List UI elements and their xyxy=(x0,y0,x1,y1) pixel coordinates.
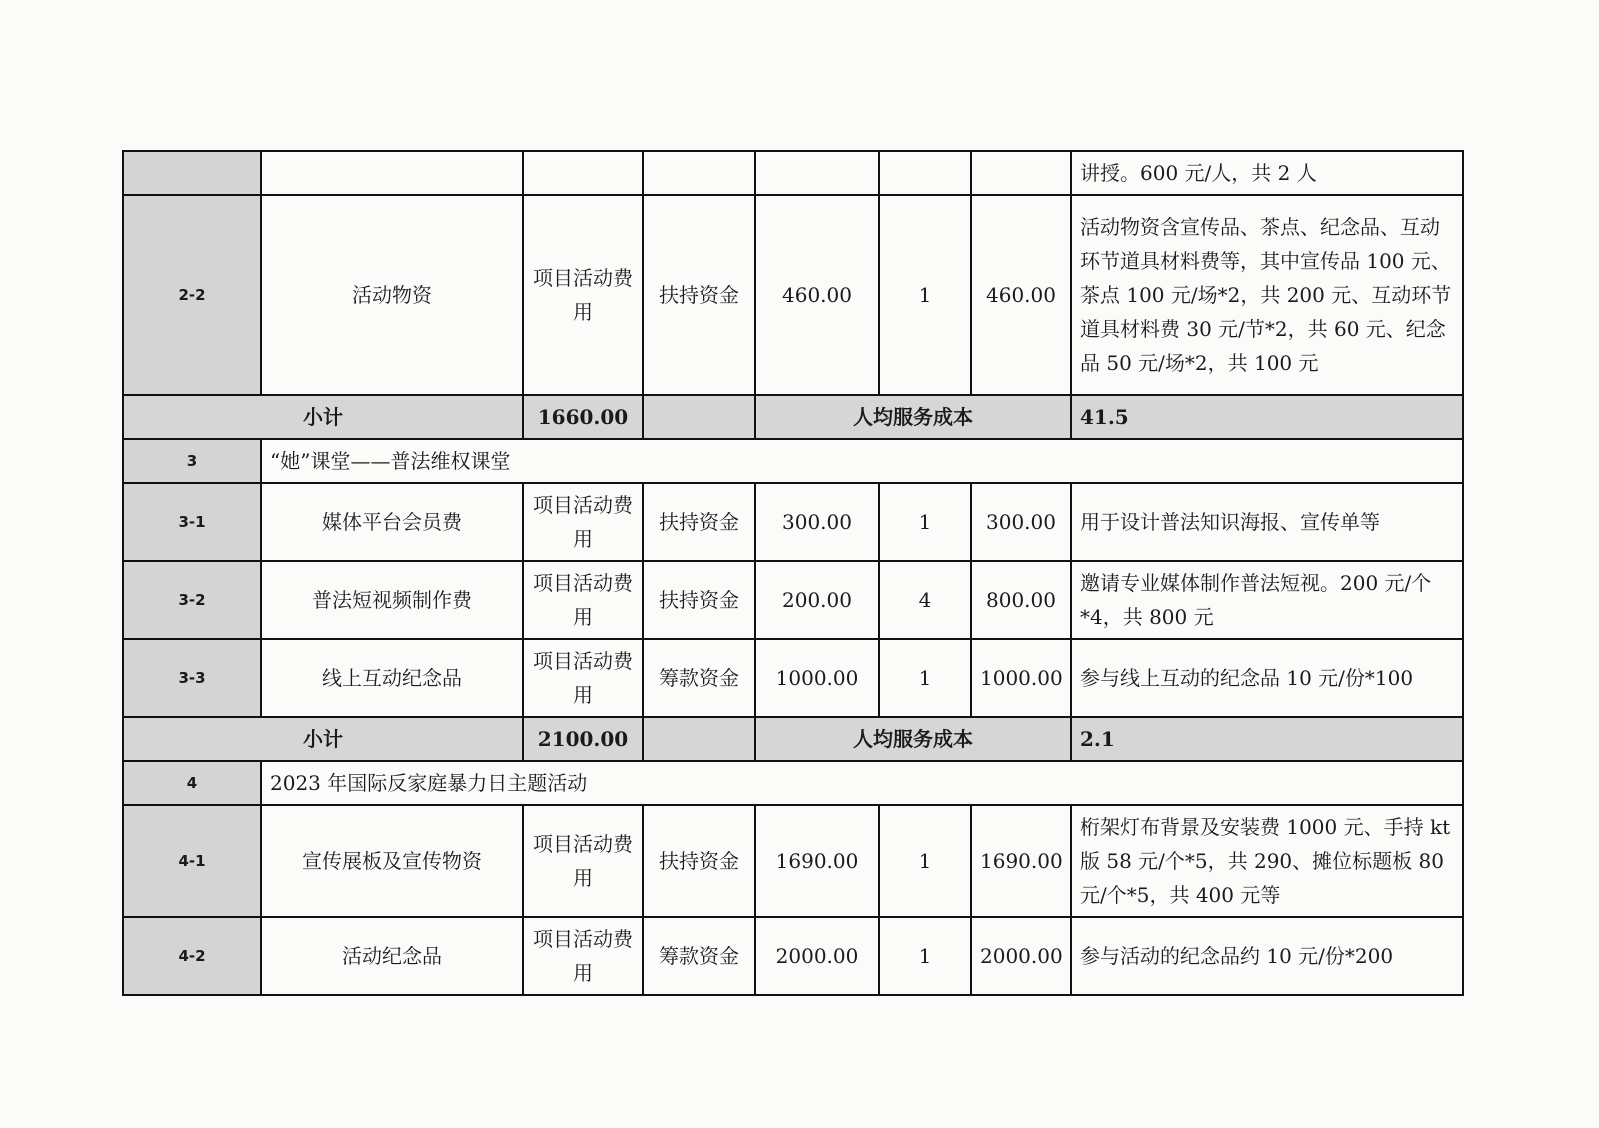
section-row xyxy=(123,439,1463,483)
funding-source: 扶持资金 xyxy=(643,805,755,917)
subtotal-amount: 1660.00 xyxy=(523,395,643,439)
section-number: 4 xyxy=(123,761,261,805)
item-category: 项目活动费用 xyxy=(523,639,643,717)
item-number: 3-2 xyxy=(123,561,261,639)
quantity: 1 xyxy=(879,639,971,717)
item-number: 4-2 xyxy=(123,917,261,995)
item-note: 讲授。600 元/人，共 2 人 xyxy=(1071,151,1463,195)
subtotal-spacer xyxy=(643,395,755,439)
item-number: 4-1 xyxy=(123,805,261,917)
item-note: 活动物资含宣传品、茶点、纪念品、互动环节道具材料费等，其中宣传品 100 元、茶点 100 元/场*2，共 200 元、互动环节道具材料费 30 元/节*2，共 60 元、纪念品 50 元/场*2，共 100 元 xyxy=(1071,195,1463,395)
table-row xyxy=(123,483,1463,561)
per-capita-cost-value: 41.5 xyxy=(1071,395,1463,439)
unit-price: 300.00 xyxy=(755,483,879,561)
item-number xyxy=(123,151,261,195)
table-row xyxy=(123,805,1463,917)
section-number: 3 xyxy=(123,439,261,483)
item-number: 3-1 xyxy=(123,483,261,561)
amount: 800.00 xyxy=(971,561,1071,639)
budget-table xyxy=(122,150,1464,996)
subtotal-row xyxy=(123,717,1463,761)
amount xyxy=(971,151,1071,195)
unit-price: 1690.00 xyxy=(755,805,879,917)
per-capita-cost-label: 人均服务成本 xyxy=(755,395,1071,439)
item-name: 普法短视频制作费 xyxy=(261,561,523,639)
item-name: 活动纪念品 xyxy=(261,917,523,995)
item-note: 邀请专业媒体制作普法短视。200 元/个*4，共 800 元 xyxy=(1071,561,1463,639)
funding-source xyxy=(643,151,755,195)
item-category: 项目活动费用 xyxy=(523,195,643,395)
item-name: 活动物资 xyxy=(261,195,523,395)
item-category: 项目活动费用 xyxy=(523,483,643,561)
section-title: “她”课堂——普法维权课堂 xyxy=(261,439,1463,483)
table-row xyxy=(123,917,1463,995)
subtotal-label: 小计 xyxy=(123,717,523,761)
quantity: 1 xyxy=(879,483,971,561)
funding-source: 筹款资金 xyxy=(643,917,755,995)
funding-source: 扶持资金 xyxy=(643,195,755,395)
unit-price: 460.00 xyxy=(755,195,879,395)
section-row xyxy=(123,761,1463,805)
per-capita-cost-label: 人均服务成本 xyxy=(755,717,1071,761)
item-note: 参与活动的纪念品约 10 元/份*200 xyxy=(1071,917,1463,995)
amount: 2000.00 xyxy=(971,917,1071,995)
subtotal-spacer xyxy=(643,717,755,761)
amount: 1690.00 xyxy=(971,805,1071,917)
amount: 300.00 xyxy=(971,483,1071,561)
unit-price: 200.00 xyxy=(755,561,879,639)
subtotal-label: 小计 xyxy=(123,395,523,439)
per-capita-cost-value: 2.1 xyxy=(1071,717,1463,761)
funding-source: 扶持资金 xyxy=(643,561,755,639)
quantity: 4 xyxy=(879,561,971,639)
section-title: 2023 年国际反家庭暴力日主题活动 xyxy=(261,761,1463,805)
table-body xyxy=(123,151,1463,995)
item-note: 用于设计普法知识海报、宣传单等 xyxy=(1071,483,1463,561)
quantity xyxy=(879,151,971,195)
subtotal-amount: 2100.00 xyxy=(523,717,643,761)
item-category: 项目活动费用 xyxy=(523,805,643,917)
table-row xyxy=(123,561,1463,639)
amount: 460.00 xyxy=(971,195,1071,395)
item-name: 线上互动纪念品 xyxy=(261,639,523,717)
subtotal-row xyxy=(123,395,1463,439)
item-name: 宣传展板及宣传物资 xyxy=(261,805,523,917)
quantity: 1 xyxy=(879,917,971,995)
item-note: 参与线上互动的纪念品 10 元/份*100 xyxy=(1071,639,1463,717)
table-row xyxy=(123,195,1463,395)
quantity: 1 xyxy=(879,805,971,917)
amount: 1000.00 xyxy=(971,639,1071,717)
item-name: 媒体平台会员费 xyxy=(261,483,523,561)
unit-price xyxy=(755,151,879,195)
funding-source: 筹款资金 xyxy=(643,639,755,717)
funding-source: 扶持资金 xyxy=(643,483,755,561)
item-category: 项目活动费用 xyxy=(523,917,643,995)
item-number: 2-2 xyxy=(123,195,261,395)
table-row xyxy=(123,639,1463,717)
table-row xyxy=(123,151,1463,195)
unit-price: 1000.00 xyxy=(755,639,879,717)
item-category xyxy=(523,151,643,195)
item-note: 桁架灯布背景及安装费 1000 元、手持 kt 版 58 元/个*5，共 290、摊位标题板 80 元/个*5，共 400 元等 xyxy=(1071,805,1463,917)
quantity: 1 xyxy=(879,195,971,395)
item-number: 3-3 xyxy=(123,639,261,717)
item-name xyxy=(261,151,523,195)
item-category: 项目活动费用 xyxy=(523,561,643,639)
unit-price: 2000.00 xyxy=(755,917,879,995)
